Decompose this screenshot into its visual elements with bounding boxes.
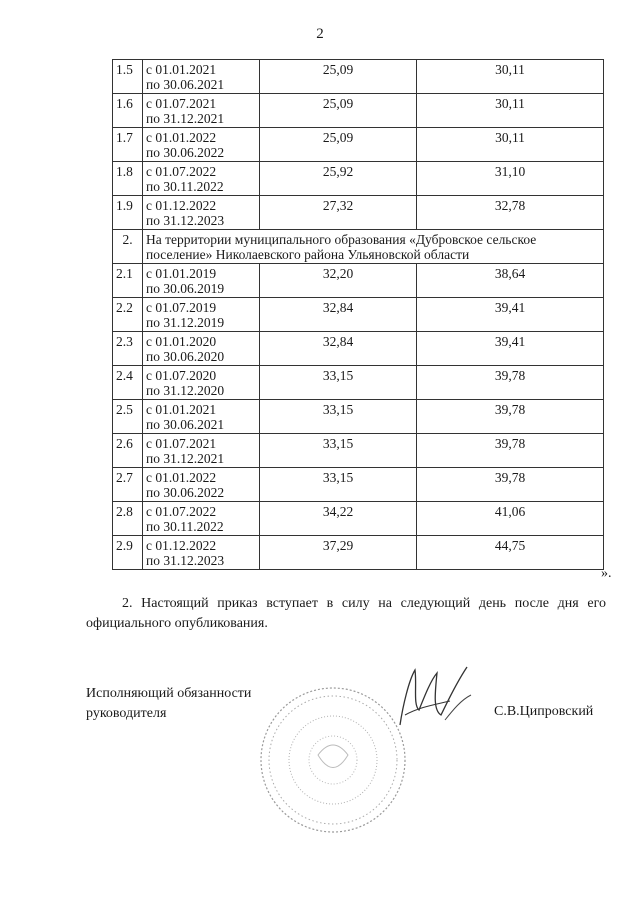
tariff-value-with-vat: 30,11 <box>417 60 604 94</box>
signatory-title-line1: Исполняющий обязанности <box>86 686 252 701</box>
period-from: с 01.12.2022 <box>146 538 217 553</box>
row-number: 1.6 <box>113 94 143 128</box>
signature-mark <box>375 655 495 735</box>
section-title: На территории муниципального образования «Дубровское сельское поселение» Николаевского района Ульяновской области <box>143 230 604 264</box>
tariff-value: 32,84 <box>260 298 417 332</box>
period-cell <box>143 60 260 94</box>
table-row <box>113 332 604 366</box>
tariff-value-with-vat: 38,64 <box>417 264 604 298</box>
period-to: по 30.06.2022 <box>146 485 225 500</box>
period-from: с 01.01.2021 <box>146 62 217 77</box>
period-cell <box>143 196 260 230</box>
tariff-value-with-vat: 30,11 <box>417 94 604 128</box>
tariff-value: 25,92 <box>260 162 417 196</box>
table-row <box>113 434 604 468</box>
period-from: с 01.01.2021 <box>146 402 217 417</box>
table-row <box>113 502 604 536</box>
period-cell <box>143 264 260 298</box>
table-row <box>113 264 604 298</box>
table-row <box>113 196 604 230</box>
tariff-value-with-vat: 39,78 <box>417 366 604 400</box>
period-to: по 31.12.2023 <box>146 553 225 568</box>
period-to: по 30.11.2022 <box>146 519 224 534</box>
tariff-value-with-vat: 39,78 <box>417 434 604 468</box>
row-number: 2.3 <box>113 332 143 366</box>
period-cell <box>143 298 260 332</box>
tariff-value-with-vat: 32,78 <box>417 196 604 230</box>
period-cell <box>143 502 260 536</box>
table-row <box>113 366 604 400</box>
row-number: 2.7 <box>113 468 143 502</box>
tariff-value: 25,09 <box>260 128 417 162</box>
tariff-value-with-vat: 39,41 <box>417 332 604 366</box>
table-row <box>113 400 604 434</box>
row-number: 1.8 <box>113 162 143 196</box>
tariff-value: 34,22 <box>260 502 417 536</box>
tariff-value: 37,29 <box>260 536 417 570</box>
row-number: 2.8 <box>113 502 143 536</box>
tariff-value-with-vat: 41,06 <box>417 502 604 536</box>
table-row <box>113 298 604 332</box>
period-cell <box>143 94 260 128</box>
tariff-value-with-vat: 39,78 <box>417 468 604 502</box>
tariff-value: 33,15 <box>260 366 417 400</box>
period-to: по 30.06.2021 <box>146 417 225 432</box>
period-from: с 01.01.2020 <box>146 334 217 349</box>
tariff-value: 25,09 <box>260 94 417 128</box>
period-cell <box>143 366 260 400</box>
period-to: по 30.11.2022 <box>146 179 224 194</box>
period-to: по 30.06.2022 <box>146 145 225 160</box>
period-from: с 01.01.2019 <box>146 266 217 281</box>
period-from: с 01.07.2019 <box>146 300 217 315</box>
period-from: с 01.01.2022 <box>146 470 217 485</box>
row-number: 2.5 <box>113 400 143 434</box>
period-to: по 31.12.2021 <box>146 111 225 126</box>
tariff-table <box>112 59 604 570</box>
row-number: 1.5 <box>113 60 143 94</box>
signatory-title-line2: руководителя <box>86 706 167 721</box>
table-row <box>113 468 604 502</box>
period-from: с 01.01.2022 <box>146 130 217 145</box>
section-row <box>113 230 604 264</box>
tariff-value-with-vat: 39,41 <box>417 298 604 332</box>
tariff-value-with-vat: 31,10 <box>417 162 604 196</box>
table-row <box>113 60 604 94</box>
tariff-value-with-vat: 30,11 <box>417 128 604 162</box>
period-cell <box>143 536 260 570</box>
tariff-value: 33,15 <box>260 400 417 434</box>
section-number: 2. <box>113 230 143 264</box>
tariff-value: 27,32 <box>260 196 417 230</box>
period-cell <box>143 434 260 468</box>
period-cell <box>143 400 260 434</box>
row-number: 2.1 <box>113 264 143 298</box>
tariff-value: 25,09 <box>260 60 417 94</box>
table-row <box>113 162 604 196</box>
paragraph-2: 2. Настоящий приказ вступает в силу на следующий день после дня его официального опубликования. <box>86 596 606 631</box>
closing-quote: ». <box>601 566 612 581</box>
period-from: с 01.07.2022 <box>146 164 217 179</box>
row-number: 2.4 <box>113 366 143 400</box>
table-row <box>113 536 604 570</box>
page-number: 2 <box>316 26 324 42</box>
period-from: с 01.12.2022 <box>146 198 217 213</box>
period-cell <box>143 128 260 162</box>
table-row <box>113 128 604 162</box>
period-to: по 31.12.2021 <box>146 451 225 466</box>
period-cell <box>143 162 260 196</box>
tariff-table-body <box>113 60 604 570</box>
row-number: 2.9 <box>113 536 143 570</box>
tariff-value: 33,15 <box>260 434 417 468</box>
period-to: по 31.12.2019 <box>146 315 225 330</box>
tariff-value: 32,84 <box>260 332 417 366</box>
tariff-value: 33,15 <box>260 468 417 502</box>
row-number: 1.9 <box>113 196 143 230</box>
row-number: 2.6 <box>113 434 143 468</box>
tariff-value-with-vat: 44,75 <box>417 536 604 570</box>
period-from: с 01.07.2020 <box>146 368 217 383</box>
tariff-value: 32,20 <box>260 264 417 298</box>
period-from: с 01.07.2021 <box>146 436 217 451</box>
period-from: с 01.07.2021 <box>146 96 217 111</box>
period-cell <box>143 332 260 366</box>
signatory-title <box>86 684 251 724</box>
tariff-value-with-vat: 39,78 <box>417 400 604 434</box>
period-to: по 30.06.2020 <box>146 349 225 364</box>
period-to: по 30.06.2021 <box>146 77 225 92</box>
signatory-name: С.В.Ципровский <box>494 704 594 719</box>
period-cell <box>143 468 260 502</box>
row-number: 2.2 <box>113 298 143 332</box>
row-number: 1.7 <box>113 128 143 162</box>
period-from: с 01.07.2022 <box>146 504 217 519</box>
period-to: по 30.06.2019 <box>146 281 225 296</box>
table-row <box>113 94 604 128</box>
period-to: по 31.12.2020 <box>146 383 225 398</box>
period-to: по 31.12.2023 <box>146 213 225 228</box>
